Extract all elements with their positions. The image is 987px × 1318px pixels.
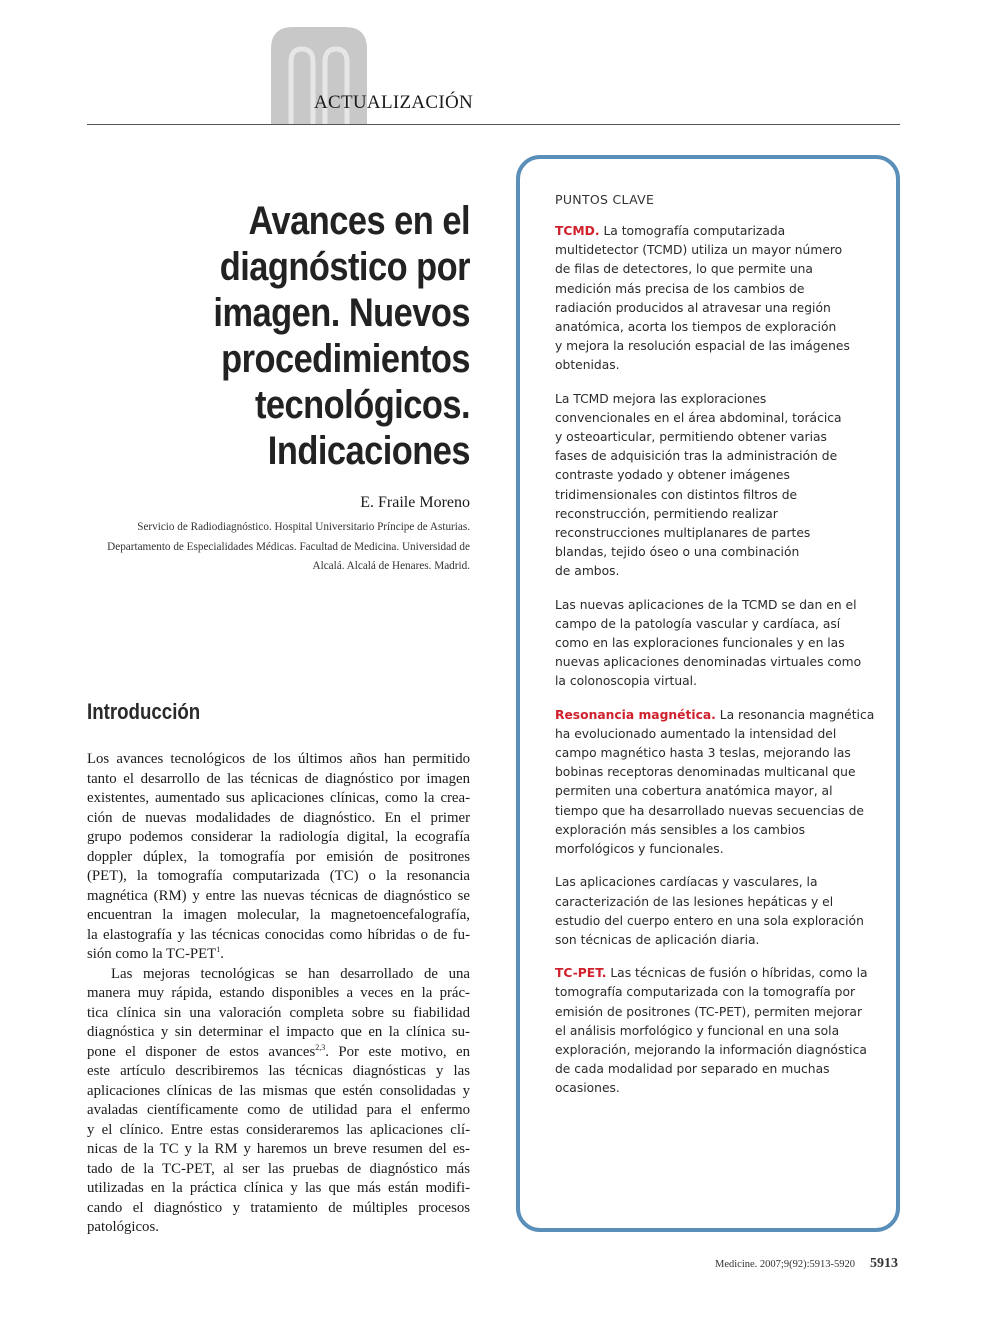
text-line: tado de la TC-PET, al ser las pruebas de diagnóstico más	[87, 1160, 470, 1177]
text-line: obtenidas.	[555, 358, 620, 373]
text-line: patológicos.	[87, 1219, 159, 1235]
text-line: y el clínico. Entre estas consideraremos las aplicaciones clí-	[87, 1121, 470, 1138]
title-line: tecnológicos.	[254, 383, 470, 427]
title-line: Indicaciones	[267, 429, 470, 473]
affiliation-line: Departamento de Especialidades Médicas. Facultad de Medicina. Universidad de	[107, 540, 470, 553]
key-points-title: PUNTOS CLAVE	[555, 192, 655, 207]
text-line: radiación producidos al atravesar una región	[555, 300, 831, 315]
key-point-label: TCMD.	[555, 224, 600, 238]
text-fragment: sión como la TC-PET	[87, 946, 217, 962]
text-line: tiempo que ha desarrollado nuevas secuencias de	[555, 803, 864, 818]
text-line: exploración, mejorando la información diagnóstica	[555, 1042, 867, 1057]
text-line: magnética (RM) y entre las nuevas técnicas de diagnóstico se	[87, 887, 470, 904]
text-line: ocasiones.	[555, 1081, 620, 1096]
affiliation-line: Servicio de Radiodiagnóstico. Hospital Universitario Príncipe de Asturias.	[137, 521, 470, 533]
text-line: tanto el desarrollo de las técnicas de diagnóstico por imagen	[87, 770, 470, 787]
title-line: procedimientos	[221, 337, 470, 381]
text-line: doppler dúplex, la tomografía por emisión de positrones	[87, 848, 470, 865]
text-line: de filas de detectores, lo que permite una	[555, 262, 813, 277]
text-line: medición más precisa de los cambios de	[555, 281, 805, 296]
text-line: permiten una cobertura anatómica mayor, al	[555, 784, 833, 799]
text-line	[87, 945, 470, 965]
text-line: multidetector (TCMD) utiliza un mayor número	[555, 243, 843, 258]
text-line: la elastografía y las técnicas conocidas como híbridas o de fu-	[87, 926, 470, 943]
key-point-tcmd-new	[555, 596, 875, 692]
text-fragment: Las técnicas de fusión o híbridas, como la	[606, 966, 868, 981]
text-fragment: . Por este motivo, en	[325, 1043, 471, 1060]
text-line: Las aplicaciones cardíacas y vasculares, la	[555, 875, 818, 890]
text-line: Los avances tecnológicos de los últimos años han permitido	[87, 751, 470, 767]
text-line: la colonoscopia virtual.	[555, 674, 697, 689]
text-line: emisión de positrones (TC-PET), permiten mejorar	[555, 1004, 862, 1019]
text-line: manera muy rápida, estando disponibles a veces en la prác-	[87, 985, 470, 1001]
text-line: avaladas científicamente como de utilidad para el enfermo	[87, 1102, 470, 1118]
text-line: La TCMD mejora las exploraciones	[555, 391, 767, 406]
text-line	[555, 964, 875, 983]
text-line: exploración más sensibles a los cambios	[555, 822, 806, 837]
affiliation-line: Alcalá. Alcalá de Henares. Madrid.	[312, 560, 470, 572]
key-point-tcmd-applications	[555, 390, 875, 582]
text-line: ción de nuevas modalidades de diagnóstico. En el primer	[87, 809, 470, 826]
section-label: ACTUALIZACIÓN	[314, 92, 474, 113]
text-line: aplicaciones clínicas de las mismas que estén consolidadas y	[87, 1082, 470, 1099]
key-point-rm-applications	[555, 873, 875, 950]
text-line: convencionales en el área abdominal, torácica	[555, 410, 842, 425]
text-line: son técnicas de aplicación diaria.	[555, 932, 760, 947]
text-line: y osteoarticular, permitiendo obtener varias	[555, 430, 827, 445]
title-line: Avances en el	[248, 199, 470, 243]
text-line: encuentran la imagen molecular, la magnetoencefalografía,	[87, 907, 470, 923]
text-line: Las mejoras tecnológicas se han desarrollado de una	[111, 965, 470, 982]
text-line: de cada modalidad por separado en muchas	[555, 1062, 830, 1077]
article-title	[143, 198, 470, 474]
text-line: diagnóstica y sin determinar el impacto que en la clínica su-	[87, 1024, 470, 1040]
title-line: diagnóstico por	[219, 245, 470, 289]
text-line: de ambos.	[555, 564, 620, 579]
author-name: E. Fraile Moreno	[360, 494, 470, 511]
text-line: existentes, aumentado sus aplicaciones clínicas, como la crea-	[87, 790, 470, 806]
text-line: estudio del cuerpo entero en una sola exploración	[555, 913, 864, 928]
key-point-label: TC-PET.	[555, 966, 607, 981]
text-line: tomografía computarizada con la tomografía por	[555, 985, 856, 1000]
text-line: reconstrucciones multiplanares de partes	[555, 526, 811, 541]
title-line: imagen. Nuevos	[213, 291, 470, 335]
key-point-tcmd	[555, 222, 875, 376]
text-line: tridimensionales con distintos filtros de	[555, 487, 798, 502]
text-line	[87, 1043, 470, 1063]
text-fragment: .	[220, 946, 224, 962]
text-line	[555, 706, 875, 725]
text-line: fases de adquisición tras la administración de	[555, 449, 838, 464]
text-line: el análisis morfológico y funcional en una sola	[555, 1023, 840, 1038]
text-line: cando el diagnóstico y tratamiento de múltiples procesos	[87, 1199, 470, 1216]
text-line: tica clínica sin una valoración completa sobre su fiabilidad	[87, 1004, 470, 1021]
text-line: morfológicos y funcionales.	[555, 842, 724, 857]
text-fragment: pone el disponer de estos avances	[87, 1043, 316, 1060]
text-line: este artículo describiremos las técnicas diagnósticas y las	[87, 1063, 470, 1079]
page-number: 5913	[870, 1256, 898, 1271]
key-point-label: Resonancia magnética.	[555, 707, 716, 722]
journal-citation: Medicine. 2007;9(92):5913-5920	[715, 1259, 855, 1270]
key-point-tc-pet	[555, 964, 875, 1098]
reference-marker: 1	[216, 945, 221, 955]
text-line: contraste yodado y obtener imágenes	[555, 468, 790, 483]
header-rule	[87, 124, 900, 125]
text-line: nicas de la TC y la RM y haremos un breve resumen del es-	[87, 1141, 470, 1157]
introduction-body	[87, 750, 470, 1238]
text-line: nuevas aplicaciones denominadas virtuales como	[555, 655, 862, 670]
reference-marker: 2,3	[315, 1042, 326, 1052]
text-line: grupo podemos considerar la radiología digital, la ecografía	[87, 829, 470, 845]
text-line: bobinas receptoras denominadas multicanal que	[555, 765, 856, 780]
key-points-content	[555, 222, 875, 1113]
text-line: (PET), la tomografía computarizada (TC) o la resonancia	[87, 868, 470, 884]
text-line: Las nuevas aplicaciones de la TCMD se dan en el	[555, 597, 857, 612]
text-fragment: La resonancia magnética	[715, 707, 875, 722]
text-line: utilizadas en la práctica clínica y las que más están modifi-	[87, 1180, 470, 1196]
text-line	[555, 222, 875, 241]
text-line: ha evolucionado aumentado la intensidad del	[555, 726, 837, 741]
text-line: campo magnético hasta 3 teslas, mejorando las	[555, 746, 851, 761]
text-line: como en las exploraciones funcionales y en las	[555, 636, 845, 651]
text-line: reconstrucción, permitiendo realizar	[555, 506, 778, 521]
author-affiliation	[80, 518, 470, 577]
introduction-heading: Introducción	[87, 699, 201, 724]
text-fragment: La tomografía computarizada	[599, 224, 786, 238]
text-line: campo de la patología vascular y cardíaca, así	[555, 616, 841, 631]
text-line: caracterización de las lesiones hepáticas y el	[555, 894, 834, 909]
text-line: blandas, tejido óseo o una combinación	[555, 545, 800, 560]
text-line: y mejora la resolución espacial de las imágenes	[555, 339, 850, 354]
key-point-rm	[555, 706, 875, 860]
text-line: anatómica, acorta los tiempos de exploración	[555, 320, 837, 335]
